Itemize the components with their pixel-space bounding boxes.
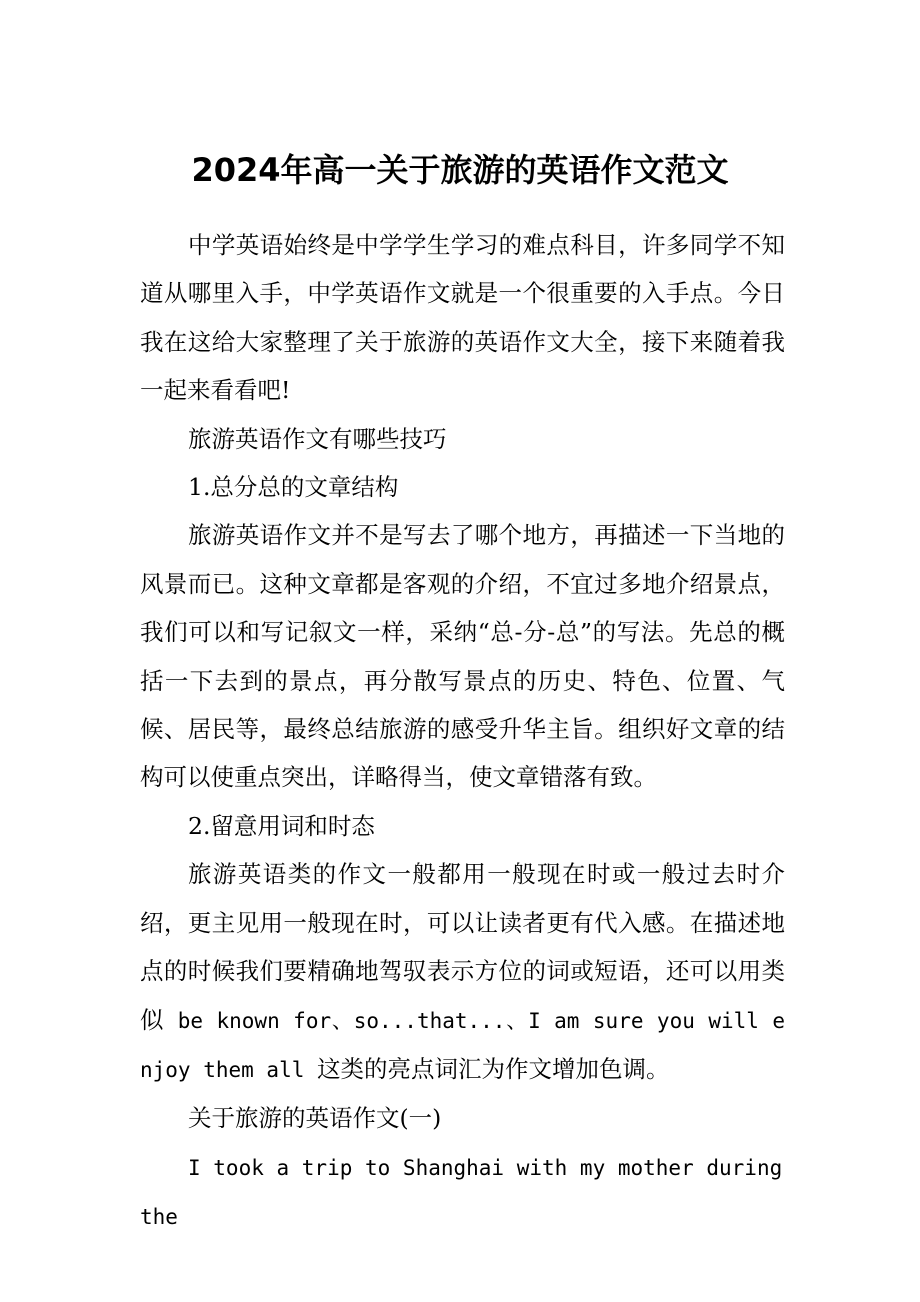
section-heading-tips: 旅游英语作文有哪些技巧 [188, 424, 447, 453]
essay1-first-line [140, 1143, 785, 1242]
intro-paragraph: 中学英语始终是中学学生学习的难点科目，许多同学不知道从哪里入手，中学英语作文就是一个很重要的入手点。今日我在这给大家整理了关于旅游的英语作文大全，接下来随着我一起来看看吧! [140, 231, 785, 405]
document-body [140, 221, 785, 1242]
tip2-text-part1: 旅游英语类的作文一般都用一般现在时或一般过去时介绍，更主见用一般现在时，可以让读者更有代入感。在描述地点的时候我们要精确地驾驭表示方位的词或短语，还可以用类似 [140, 860, 785, 1034]
tip2-heading: 2.留意用词和时态 [188, 811, 375, 840]
tip1-paragraph: 旅游英语作文并不是写去了哪个地方，再描述一下当地的风景而已。这种文章都是客观的介绍，不宜过多地介绍景点，我们可以和写记叙文一样，采纳“总-分-总”的写法。先总的概括一下去到的景点，再分散写景点的历史、特色、位置、气候、居民等，最终总结旅游的感受升华主旨。组织好文章的结构可以使重点突出，详略得当，使文章错落有致。 [140, 521, 785, 792]
tip2-text-part2: 这类的亮点词汇为作文增加色调。 [317, 1054, 670, 1083]
document-title: 2024年高一关于旅游的英语作文范文 [191, 151, 729, 189]
essay1-heading: 关于旅游的英语作文(一) [188, 1104, 442, 1133]
essay1-text: I took a trip to Shanghai with my mother during the [140, 1155, 783, 1230]
tip2-paragraph [140, 850, 785, 1094]
tip1-heading: 1.总分总的文章结构 [188, 473, 399, 502]
tip2-example-phrases: be known for、so...that...、I am sure you will enjoy them all [140, 1008, 785, 1082]
